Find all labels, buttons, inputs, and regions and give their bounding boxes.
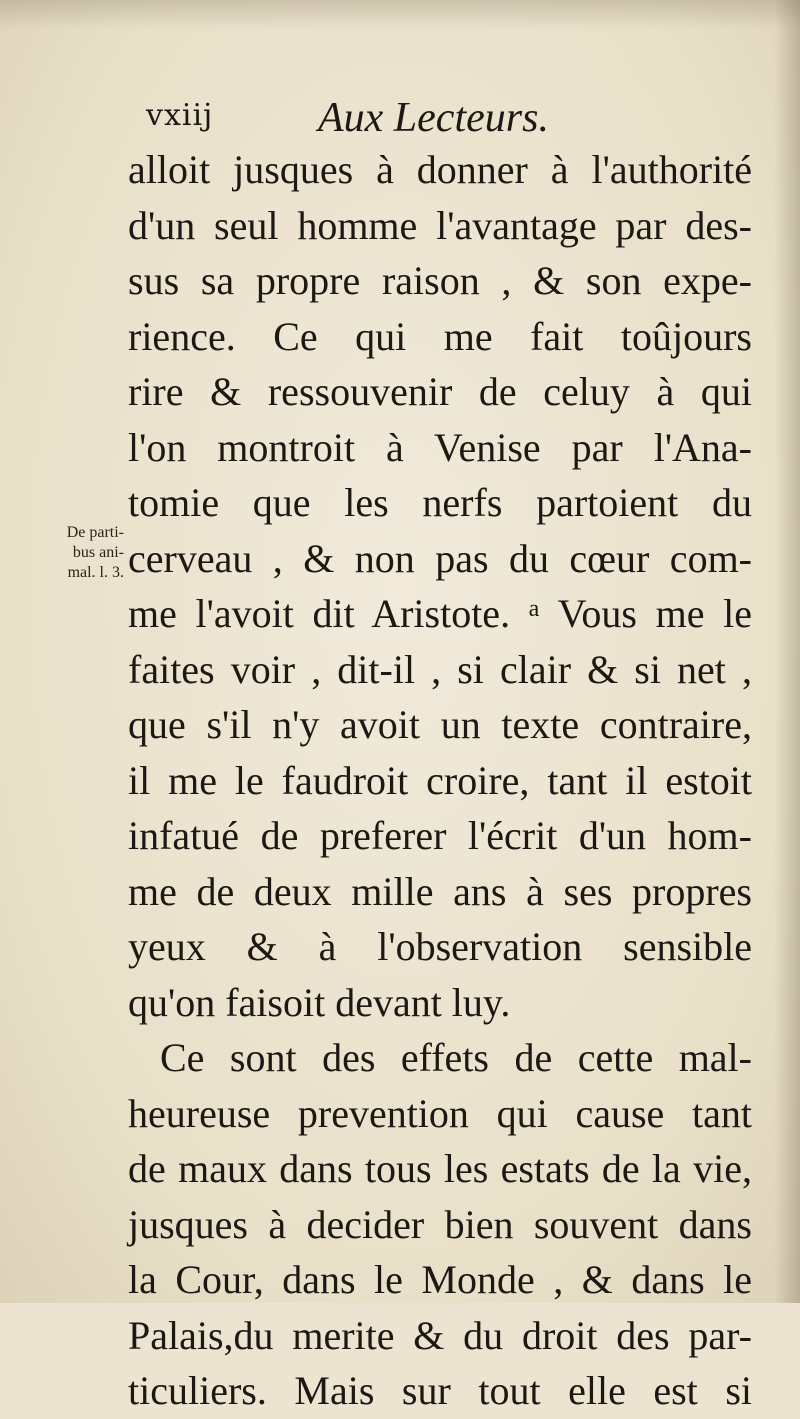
- text-line: il me le faudroit croire, tant il estoit: [128, 757, 752, 803]
- running-head: Aux Lecteurs.: [318, 95, 549, 141]
- text-line: alloit jusques à donner à l'authorité: [128, 147, 752, 192]
- text-line: me l'avoit dit Aristote. ᵃ Vous me le: [128, 591, 752, 636]
- page-spine-shadow: [774, 0, 800, 1303]
- text-line: que s'il n'y avoit un texte contraire,: [128, 702, 752, 747]
- text-line: jusques à decider bien souvent dans: [128, 1201, 752, 1247]
- body-text: [128, 142, 752, 1419]
- page-header: [138, 94, 658, 142]
- text-line: l'on montroit à Venise par l'Ana-: [128, 424, 752, 470]
- text-line: heureuse prevention qui cause tant: [128, 1090, 752, 1136]
- text-line: Ce sont des effets de cette mal-: [160, 1035, 752, 1080]
- margin-note: [6, 523, 124, 583]
- page-number: vxiij: [146, 98, 214, 133]
- text-line: d'un seul homme l'avantage par des-: [128, 202, 752, 248]
- text-line: me de deux mille ans à ses propres: [128, 868, 752, 914]
- margin-note-line: bus ani-: [72, 544, 124, 561]
- text-line: la Cour, dans le Monde , & dans le: [128, 1257, 752, 1302]
- text-line: faites voir , dit-il , si clair & si net ,: [128, 646, 752, 692]
- text-line: yeux & à l'observation sensible: [128, 924, 752, 969]
- margin-note-line: De parti-: [66, 524, 124, 541]
- text-line: rience. Ce qui me fait toûjours: [128, 313, 752, 359]
- text-line: qu'on faisoit devant luy.: [128, 979, 511, 1025]
- text-line: infatué de preferer l'écrit d'un hom-: [128, 813, 752, 858]
- text-line: ticuliers. Mais sur tout elle est si: [128, 1368, 752, 1413]
- text-line: Palais,du merite & du droit des par-: [128, 1312, 752, 1358]
- text-line: rire & ressouvenir de celuy à qui: [128, 369, 752, 414]
- text-line: tomie que les nerfs partoient du: [128, 480, 752, 525]
- margin-note-line: mal. l. 3.: [67, 564, 124, 581]
- text-line: de maux dans tous les estats de la vie,: [128, 1146, 752, 1191]
- page-top-shadow: [0, 0, 800, 30]
- text-line: cerveau , & non pas du cœur com-: [128, 535, 752, 581]
- text-line: sus sa propre raison , & son expe-: [128, 258, 752, 303]
